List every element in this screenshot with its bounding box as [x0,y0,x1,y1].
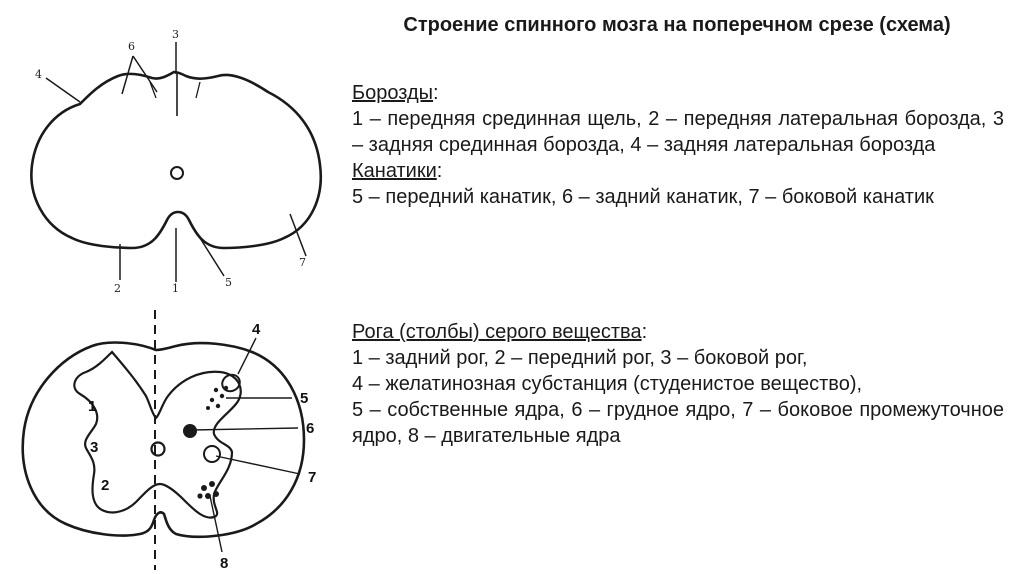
top-leader-lines [46,42,306,282]
bottom-label-1: 1 [88,398,97,415]
bottom-label-5: 5 [300,390,309,407]
bottom-leader-lines [192,338,300,552]
top-label-5: 5 [225,276,232,289]
top-label-7: 7 [299,256,306,269]
bottom-label-7: 7 [308,469,317,486]
furrows-text: 1 – передняя срединная щель, 2 – передняя латеральная борозда, 3 – задняя срединная борозда, 4 – задняя латеральная борозда [352,108,1004,156]
page-title: Строение спинного мозга на поперечном срезе (схема) [403,14,951,36]
legend-gray-matter: Рога (столбы) серого вещества: 1 – задний рог, 2 – передний рог, 3 – боковой рог, 4 – желатинозная субстанция (студенистое вещество), 5 – собственные ядра, 6 – грудное ядро, 7 – боковое промежуточное ядро, 8 – двигательные ядра [352,321,1004,447]
bottom-cross-section [23,343,304,537]
horns-line-2: 4 – желатинозная субстанция (студенистое вещество), [352,373,863,395]
bottom-label-3: 3 [90,439,99,456]
bottom-label-2: 2 [101,477,110,494]
bottom-label-8: 8 [220,555,229,572]
horns-line-1: 1 – задний рог, 2 – передний рог, 3 – боковой рог, [352,347,808,369]
top-label-6: 6 [128,40,135,53]
bottom-gelatinous-substance [219,372,243,395]
top-label-3: 3 [172,28,179,41]
top-label-1: 1 [172,282,179,295]
top-central-canal [171,167,183,179]
furrows-heading: Борозды [352,82,434,104]
bottom-central-canal [152,443,165,456]
horns-line-3: 5 – собственные ядра, 6 – грудное ядро, 7 – боковое промежуточное ядро, 8 – двигательные ядра [352,399,1004,447]
bottom-label-6: 6 [306,420,315,437]
top-label-2: 2 [114,282,121,295]
legend-furrows-funiculi: Борозды: 1 – передняя срединная щель, 2 – передняя латеральная борозда, 3 – задняя срединная борозда, 4 – задняя латеральная борозда Канатики: 5 – передний канатик, 6 – задний канатик, 7 – боковой канатик [352,82,1004,208]
top-labels [35,28,306,295]
bottom-outline [23,343,304,537]
funiculi-text: 5 – передний канатик, 6 – задний канатик, 7 – боковой канатик [352,186,934,208]
bottom-lateral-intermediate-nucleus [204,446,220,462]
top-label-4: 4 [35,68,42,81]
funiculi-heading: Канатики [352,160,437,182]
horns-heading: Рога (столбы) серого вещества [352,321,642,343]
bottom-label-4: 4 [252,321,261,338]
spinal-cord-diagrams [0,0,350,574]
thoracic-nucleus [183,424,197,438]
